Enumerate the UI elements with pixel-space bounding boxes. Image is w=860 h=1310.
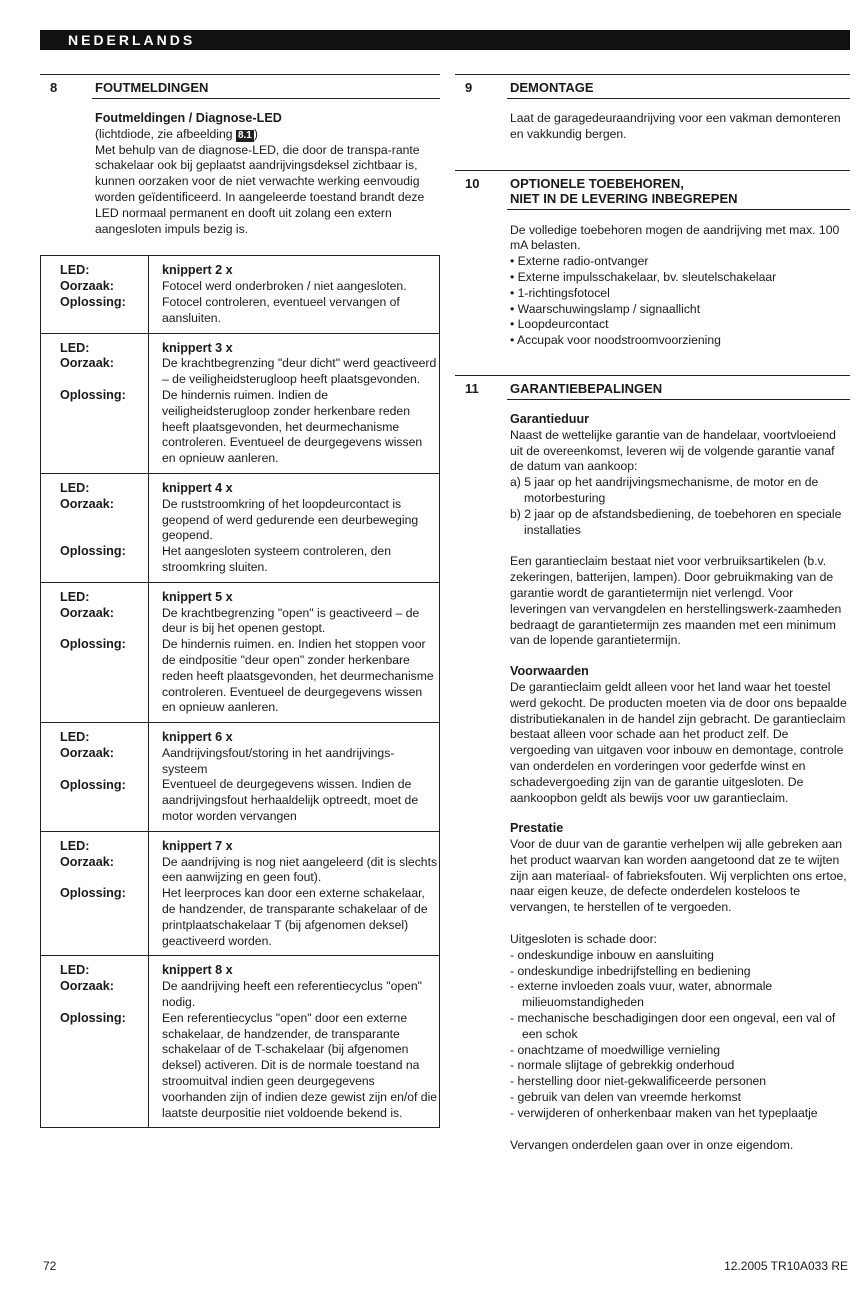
led-label: LED:	[60, 730, 90, 745]
led-label: LED:	[60, 263, 90, 278]
accessory-item: • Loopdeurcontact	[510, 317, 850, 333]
divider	[507, 98, 850, 99]
paragraph: Laat de garagedeuraandrijving voor een vakman demonteren en vakkundig bergen.	[510, 111, 841, 141]
section-number: 8	[50, 80, 58, 95]
cause-label: Oorzaak:	[60, 279, 114, 294]
exclusion-list	[510, 948, 850, 1122]
left-column	[40, 74, 440, 1128]
solution-value: Een referentiecyclus "open" door een externe schakelaar, de handzender, de transparante schakelaar of de T-schakelaar (bij afgenomen deksel) activeren. Dit is de normale toestand na stroomuitval indien geen deurgegevens voorhanden zijn of indien deze gewist zijn en/of die laatste deurpositie niet voldoende bekend is.	[162, 1010, 438, 1120]
cause-label: Oorzaak:	[60, 605, 114, 620]
row-values	[149, 334, 439, 473]
solution-value: Het leerproces kan door een externe schakelaar, de handzender, de transparante schakelaar of de printplaatschakelaar T (bij afgenomen deksel) geactiveerd worden.	[162, 886, 428, 948]
paragraph: De volledige toebehoren mogen de aandrijving met max. 100 mA belasten.	[510, 222, 840, 253]
solution-value: Het aangesloten systeem controleren, den stroomkring sluiten.	[162, 544, 391, 574]
row-labels	[41, 723, 149, 831]
cause-label: Oorzaak:	[60, 745, 114, 760]
section-11-heading	[455, 375, 850, 396]
table-row	[41, 831, 439, 956]
solution-label: Oplossing:	[60, 1011, 126, 1026]
accessory-list	[510, 254, 850, 349]
led-label: LED:	[60, 838, 90, 853]
table-row	[41, 333, 439, 473]
language-header: NEDERLANDS	[40, 30, 850, 50]
subheading: Prestatie	[510, 821, 564, 836]
solution-label: Oplossing:	[60, 777, 126, 792]
cause-label: Oorzaak:	[60, 979, 114, 994]
row-labels	[41, 474, 149, 582]
subheading: Garantieduur	[510, 411, 590, 426]
cause-label: Oorzaak:	[60, 854, 114, 869]
paragraph: Uitgesloten is schade door:	[510, 932, 658, 947]
solution-label: Oplossing:	[60, 388, 126, 403]
exclusion-item: - ondeskundige inbedrijfstelling en bediening	[510, 964, 850, 980]
row-values	[149, 723, 439, 831]
section-9-heading	[455, 74, 850, 95]
led-value: knippert 3 x	[162, 340, 233, 355]
table-row	[41, 473, 439, 582]
led-label: LED:	[60, 340, 90, 355]
row-values	[149, 583, 439, 722]
exclusion-item: - ondeskundige inbouw en aansluiting	[510, 948, 850, 964]
row-values	[149, 256, 439, 332]
figure-reference: (lichtdiode, zie afbeelding 8.1 )	[95, 126, 258, 141]
section-number: 9	[465, 80, 473, 95]
exclusion-item: - normale slijtage of gebrekkig onderhoud	[510, 1058, 850, 1074]
divider	[507, 209, 850, 210]
right-column	[455, 74, 850, 1153]
accessory-item: • Waarschuwingslamp / signaallicht	[510, 302, 850, 318]
divider	[507, 399, 850, 400]
led-value: knippert 5 x	[162, 589, 233, 604]
cause-value: De krachtbegrenzing "deur dicht" werd geactiveerd – de veiligheidsterugloop heeft plaatsgevonden.	[162, 356, 437, 387]
section-number: 10	[465, 175, 480, 191]
row-values	[149, 474, 439, 582]
led-value: knippert 2 x	[162, 263, 233, 278]
table-row	[41, 256, 439, 332]
table-row	[41, 722, 439, 831]
exclusion-item: - verwijderen of onherkenbaar maken van het typeplaatje	[510, 1106, 850, 1122]
cause-value: De krachtbegrenzing "open" is geactiveerd – de deur is bij het openen gestopt.	[162, 605, 420, 636]
section-title: FOUTMELDINGEN	[95, 80, 209, 95]
accessory-item: • 1-richtingsfotocel	[510, 286, 850, 302]
cause-value: Fotocel werd onderbroken / niet aangesloten.	[162, 279, 407, 294]
cause-value: De aandrijving heeft een referentiecyclus "open" nodig.	[162, 979, 423, 1010]
row-labels	[41, 583, 149, 722]
document-code: 12.2005 TR10A033 RE	[724, 1259, 848, 1273]
cause-value: De ruststroomkring of het loopdeurcontact is geopend of werd gedurende een deurbeweging geopend.	[162, 496, 419, 543]
section-title: DEMONTAGE	[510, 80, 594, 95]
exclusion-item: - gebruik van delen van vreemde herkomst	[510, 1090, 850, 1106]
section-title: OPTIONELE TOEBEHOREN, NIET IN DE LEVERING INBEGREPEN	[510, 175, 738, 206]
section-10-heading	[455, 170, 850, 206]
row-labels	[41, 334, 149, 473]
solution-value: De hindernis ruimen. en. Indien het stoppen voor de eindpositie "deur open" zonder herkenbare reden heeft plaatsgevonden, het deurmechanisme controleren. Eventueel de deurgegevens wissen en opnieuw aanleren.	[162, 637, 434, 715]
table-row	[41, 955, 439, 1127]
figure-badge: 8.1	[237, 129, 252, 141]
exclusion-item: - mechanische beschadigingen door een ongeval, een val of een schok	[510, 1011, 850, 1043]
solution-value: Fotocel controleren, eventueel vervangen of aansluiten.	[162, 294, 400, 325]
accessory-item: • Externe radio-ontvanger	[510, 254, 850, 270]
list-item: a) 5 jaar op het aandrijvingsmechanisme, de motor en de motorbesturing	[510, 475, 819, 505]
section-title: GARANTIEBEPALINGEN	[510, 380, 663, 396]
row-values	[149, 956, 439, 1127]
cause-value: Aandrijvingsfout/storing in het aandrijvings-systeem	[162, 745, 395, 776]
list-item: b) 2 jaar op de afstandsbediening, de toebehoren en speciale installaties	[510, 506, 842, 537]
led-label: LED:	[60, 963, 90, 978]
solution-label: Oplossing:	[60, 294, 126, 309]
led-value: knippert 6 x	[162, 730, 233, 745]
intro-paragraph: Met behulp van de diagnose-LED, die door de transpa-rante schakelaar ook bij geplaatst aandrijvingsdeksel zichtbaar is, kunnen oorzaken voor de niet verwachte werking eenvoudig worden geïdentificeerd. In aangeleerde toestand brandt deze LED normaal permanent en dooft uit zolang een extern aangesloten impuls bezig is.	[95, 142, 425, 236]
solution-value: Eventueel de deurgegevens wissen. Indien de aandrijvingsfout herhaaldelijk optreedt, moet de motor worden vervangen	[162, 777, 419, 824]
paragraph: Een garantieclaim bestaat niet voor verbruiksartikelen (b.v. zekeringen, batterijen, lampen). Door gebruikmaking van de garantie wordt de garantietermijn niet verlengd. Voor leveringen van vervangdelen en herstellingswerk-zaamheden bedraagt de garantietermijn zes maanden met een minimum van de lopende garantietermijn.	[510, 554, 842, 648]
solution-label: Oplossing:	[60, 637, 126, 652]
solution-label: Oplossing:	[60, 886, 126, 901]
exclusion-item: - externe invloeden zoals vuur, water, abnormale milieuomstandigheden	[510, 979, 850, 1011]
led-value: knippert 4 x	[162, 480, 233, 495]
section-8-intro	[40, 111, 440, 237]
paragraph: Naast de wettelijke garantie van de handelaar, voortvloeiend uit de overeenkomst, leveren wij de volgende garantie vanaf de datum van aankoop:	[510, 427, 836, 474]
exclusion-item: - onachtzame of moedwillige vernieling	[510, 1043, 850, 1059]
led-value: knippert 7 x	[162, 838, 233, 853]
row-labels	[41, 256, 149, 332]
accessory-item: • Accupak voor noodstroomvoorziening	[510, 333, 850, 349]
led-label: LED:	[60, 480, 90, 495]
paragraph: Voor de duur van de garantie verhelpen wij alle gebreken aan het product waarvan kan worden aangetoond dat ze te wijten zijn aan materiaal- of fabrieksfouten. Wij verplichten ons ertoe, naar eigen keuze, de defecte onderdelen kosteloos te vervangen, te herstellen of te vergoeden.	[510, 837, 847, 915]
solution-value: De hindernis ruimen. Indien de veiligheidsterugloop zonder herkenbare reden heeft plaatsgevonden, het deurmechanisme controleren. Eventueel de deurgegevens wissen en opnieuw aanleren.	[162, 387, 423, 466]
error-table	[40, 255, 440, 1128]
section-8-heading	[40, 74, 440, 95]
row-values	[149, 832, 439, 956]
paragraph: Vervangen onderdelen gaan over in onze eigendom.	[510, 1137, 794, 1152]
row-labels	[41, 956, 149, 1127]
paragraph: De garantieclaim geldt alleen voor het land waar het toestel werd gekocht. De producten moeten via de door ons bepaalde distributiekanalen in de handel zijn gebracht. De garantieclaim bestaat alleen voor schade aan het product zelf. De vergoeding van uitgaven voor inbouw en demontage, controle van onderdelen en vorderingen voor gederfde winst en schadevergoeding zijn van de garantie uitgesloten. De aankoopbon geldt als bewijs voor uw garantieclaim.	[510, 679, 847, 805]
page-number: 72	[43, 1259, 57, 1273]
subheading: Foutmeldingen / Diagnose-LED	[95, 111, 282, 125]
divider	[92, 98, 440, 99]
cause-label: Oorzaak:	[60, 496, 114, 511]
table-row	[41, 582, 439, 722]
row-labels	[41, 832, 149, 956]
led-value: knippert 8 x	[162, 963, 233, 978]
led-label: LED:	[60, 589, 90, 604]
cause-value: De aandrijving is nog niet aangeleerd (dit is slechts een aanwijzing en geen fout).	[162, 854, 438, 885]
exclusion-item: - herstelling door niet-gekwalificeerde personen	[510, 1074, 850, 1090]
accessory-item: • Externe impulsschakelaar, bv. sleutelschakelaar	[510, 270, 850, 286]
section-number: 11	[465, 380, 479, 396]
solution-label: Oplossing:	[60, 543, 126, 558]
subheading: Voorwaarden	[510, 664, 589, 679]
cause-label: Oorzaak:	[60, 356, 114, 371]
